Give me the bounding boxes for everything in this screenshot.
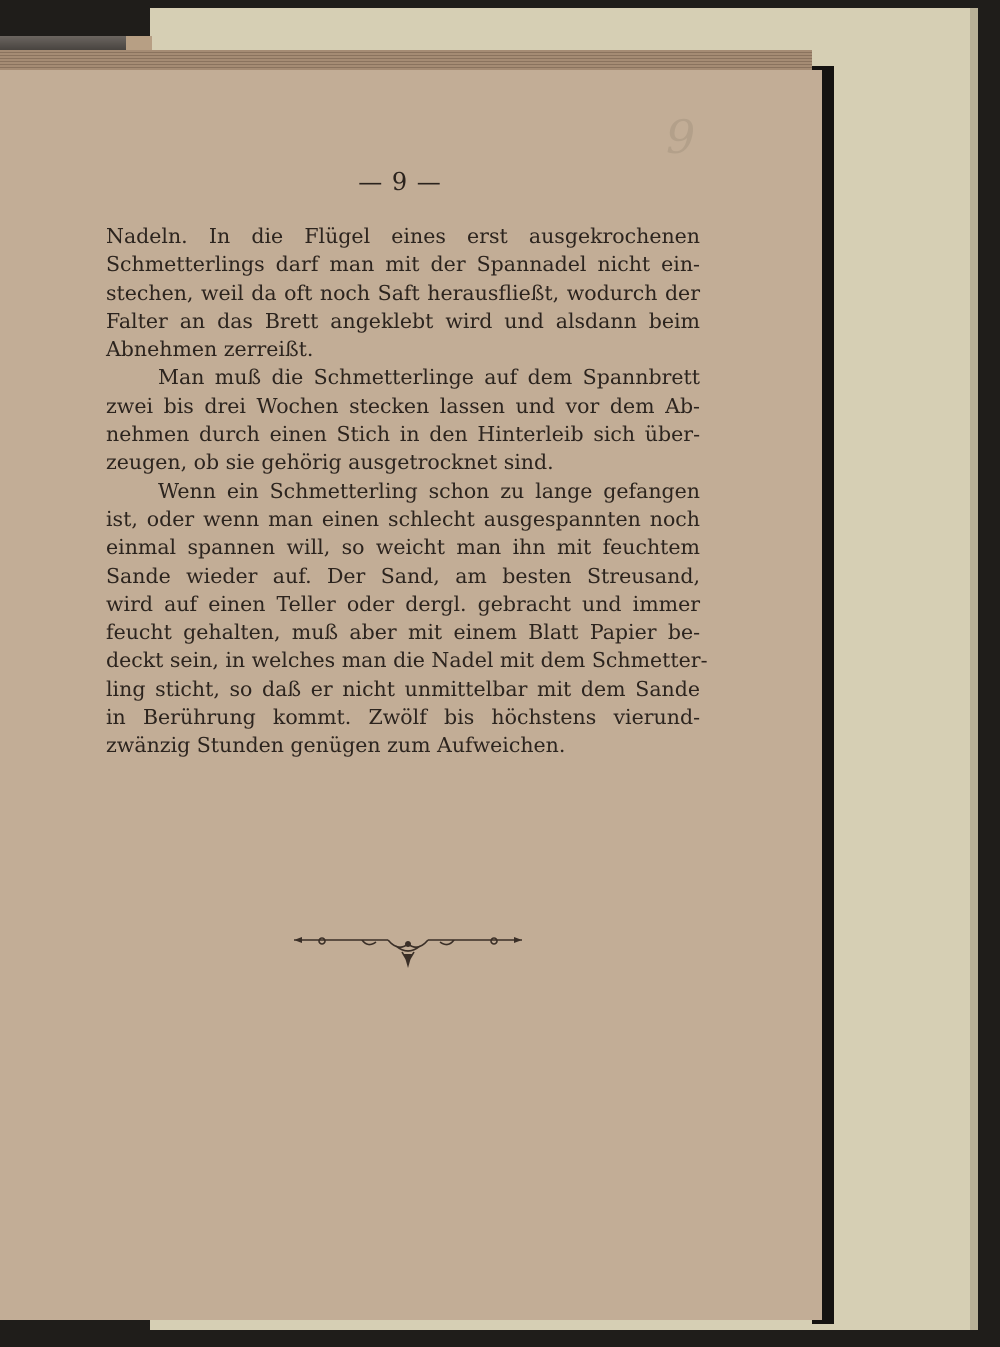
backing-sheet-edge bbox=[970, 8, 978, 1330]
text-line: zwänzig Stunden genügen zum Aufweichen. bbox=[106, 733, 566, 758]
text-line: deckt sein, in welches man die Nadel mit dem Schmetter- bbox=[106, 648, 708, 673]
text-line: Schmetterlings darf man mit der Spannadel nicht ein- bbox=[106, 252, 700, 277]
text-line: ist, oder wenn man einen schlecht ausgespannten noch bbox=[106, 506, 700, 531]
book-page bbox=[0, 70, 822, 1320]
text-line: feucht gehalten, muß aber mit einem Blatt Papier be- bbox=[106, 620, 700, 645]
page-number: — 9 — bbox=[358, 168, 442, 196]
text-line: Man muß die Schmetterlinge auf dem Spannbrett bbox=[158, 365, 700, 390]
text-line: Abnehmen zerreißt. bbox=[106, 337, 314, 362]
body-text bbox=[106, 222, 708, 760]
text-line: Falter an das Brett angeklebt wird und alsdann beim bbox=[106, 308, 700, 333]
text-line: zeugen, ob sie gehörig ausgetrocknet sind. bbox=[106, 450, 554, 475]
text-line: Nadeln. In die Flügel eines erst ausgekrochenen bbox=[106, 224, 700, 248]
text-line: zwei bis drei Wochen stecken lassen und vor dem Ab- bbox=[106, 393, 700, 418]
text-line: Wenn ein Schmetterling schon zu lange gefangen bbox=[158, 478, 700, 503]
text-line: wird auf einen Teller oder dergl. gebracht und immer bbox=[106, 591, 700, 616]
text-line: einmal spannen will, so weicht man ihn mit feuchtem bbox=[106, 535, 700, 560]
text-line: stechen, weil da oft noch Saft herausfließt, wodurch der bbox=[106, 280, 700, 305]
text-line: Sande wieder auf. Der Sand, am besten Streusand, bbox=[106, 563, 700, 588]
text-line: nehmen durch einen Stich in den Hinterleib sich über- bbox=[106, 422, 700, 447]
pencil-page-mark: 9 bbox=[666, 110, 696, 164]
text-line: in Berührung kommt. Zwölf bis höchstens vierund- bbox=[106, 705, 700, 730]
ornament-divider-icon bbox=[292, 932, 524, 978]
text-line: ling sticht, so daß er nicht unmittelbar mit dem Sande bbox=[106, 676, 700, 701]
